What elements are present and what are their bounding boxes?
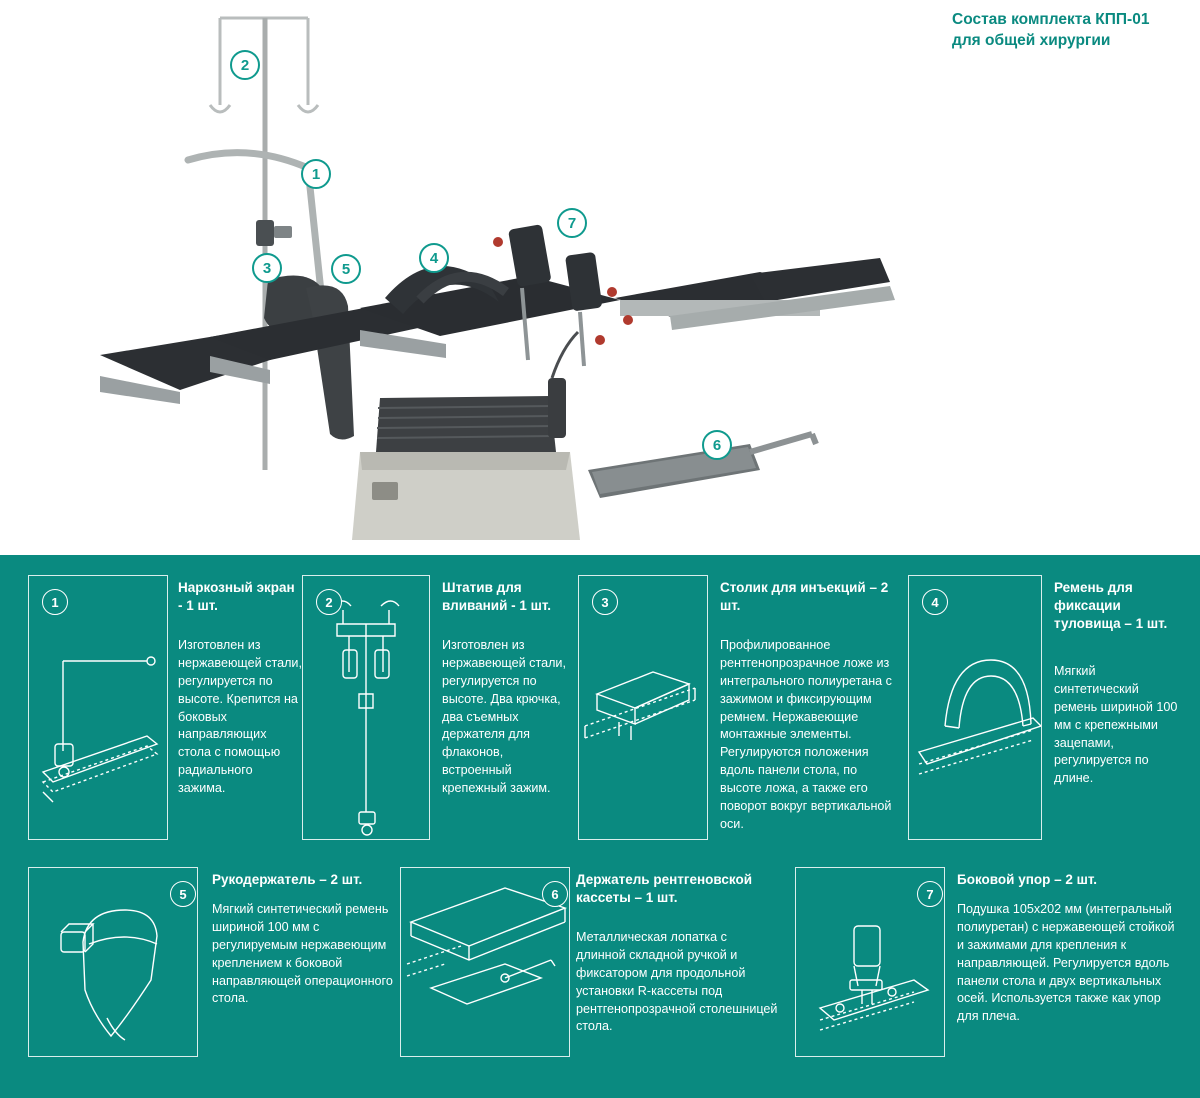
callout-5-label: 5 bbox=[341, 260, 351, 278]
card-4-text: Мягкий синтетический ремень шириной 100 мм с крепежными зацепами, регулируется по длине. bbox=[1054, 664, 1178, 786]
card-5-number-label: 5 bbox=[179, 886, 187, 902]
components-panel bbox=[0, 555, 1200, 1098]
card-7-number-label: 7 bbox=[926, 886, 934, 902]
callout-4-label: 4 bbox=[429, 249, 439, 267]
card-5-text: Мягкий синтетический ремень шириной 100 мм с регулируемым нержавеющим креплением к боковой направляющей операционного стола. bbox=[212, 902, 393, 1006]
card-2-text: Изготовлен из нержавеющей стали, регулируется по высоте. Два крючка, два съемных держателя для флаконов, встроенный крепежный зажим. bbox=[442, 638, 566, 795]
card-4-title: Ремень для фиксации туловища – 1 шт. bbox=[1054, 580, 1168, 632]
callout-1-label: 1 bbox=[311, 165, 321, 183]
callout-3-label: 3 bbox=[262, 259, 272, 277]
card-5-number bbox=[170, 881, 196, 907]
card-3-text: Профилированное рентгенопрозрачное ложе из интегрального полиуретана с зажимом и фиксирующим ремнем. Нержавеющие монтажные элементы. Регулируются положения вдоль панели стола, по высоте ложа, а также его поворот вокруг вертикальной оси. bbox=[720, 638, 892, 831]
card-1-text: Изготовлен из нержавеющей стали, регулируется по высоте. Крепится на боковых направляющих стола с помощью радиального зажима. bbox=[178, 638, 302, 795]
card-3-illustration bbox=[578, 575, 708, 840]
operating-table-photo bbox=[60, 0, 960, 555]
card-3-number-label: 3 bbox=[601, 594, 609, 610]
card-4-illustration bbox=[908, 575, 1042, 840]
card-3-number bbox=[592, 589, 618, 615]
card-2-number bbox=[316, 589, 342, 615]
callout-6 bbox=[702, 430, 732, 460]
callout-6-label: 6 bbox=[712, 436, 722, 454]
card-3-title: Столик для инъекций – 2 шт. bbox=[720, 580, 889, 614]
callout-1 bbox=[301, 159, 331, 189]
page-title: Состав комплекта КПП-01 для общей хирургии bbox=[952, 11, 1150, 49]
card-4-number-label: 4 bbox=[931, 594, 939, 610]
card-6-number-label: 6 bbox=[551, 886, 559, 902]
callout-3 bbox=[252, 253, 282, 283]
card-1-illustration bbox=[28, 575, 168, 840]
card-2-number-label: 2 bbox=[325, 594, 333, 610]
callout-5 bbox=[331, 254, 361, 284]
callout-2 bbox=[230, 50, 260, 80]
card-2-illustration bbox=[302, 575, 430, 840]
callout-7 bbox=[557, 208, 587, 238]
card-6-number bbox=[542, 881, 568, 907]
card-1-title: Наркозный экран - 1 шт. bbox=[178, 580, 295, 614]
card-4-number bbox=[922, 589, 948, 615]
card-7-number bbox=[917, 881, 943, 907]
card-1-number bbox=[42, 589, 68, 615]
card-2-title: Штатив для вливаний - 1 шт. bbox=[442, 580, 552, 614]
callout-4 bbox=[419, 243, 449, 273]
card-6-title: Держатель рентгеновской кассеты – 1 шт. bbox=[576, 872, 752, 906]
card-7-title: Боковой упор – 2 шт. bbox=[957, 872, 1098, 887]
card-5-title: Рукодержатель – 2 шт. bbox=[212, 872, 363, 887]
callout-2-label: 2 bbox=[240, 56, 250, 74]
callout-7-label: 7 bbox=[567, 214, 577, 232]
card-7-text: Подушка 105х202 мм (интегральный полиуретан) с нержавеющей стойкой и зажимами для крепления к направляющей. Регулируется вдоль панели стола и двух вертикальных осей. Используется также как упор для плеча. bbox=[957, 902, 1175, 1024]
card-6-text: Металлическая лопатка с длинной складной ручкой и фиксатором для продольной установки R-кассеты под рентгенопрозрачной столешницей стола. bbox=[576, 930, 778, 1034]
card-1-number-label: 1 bbox=[51, 594, 59, 610]
